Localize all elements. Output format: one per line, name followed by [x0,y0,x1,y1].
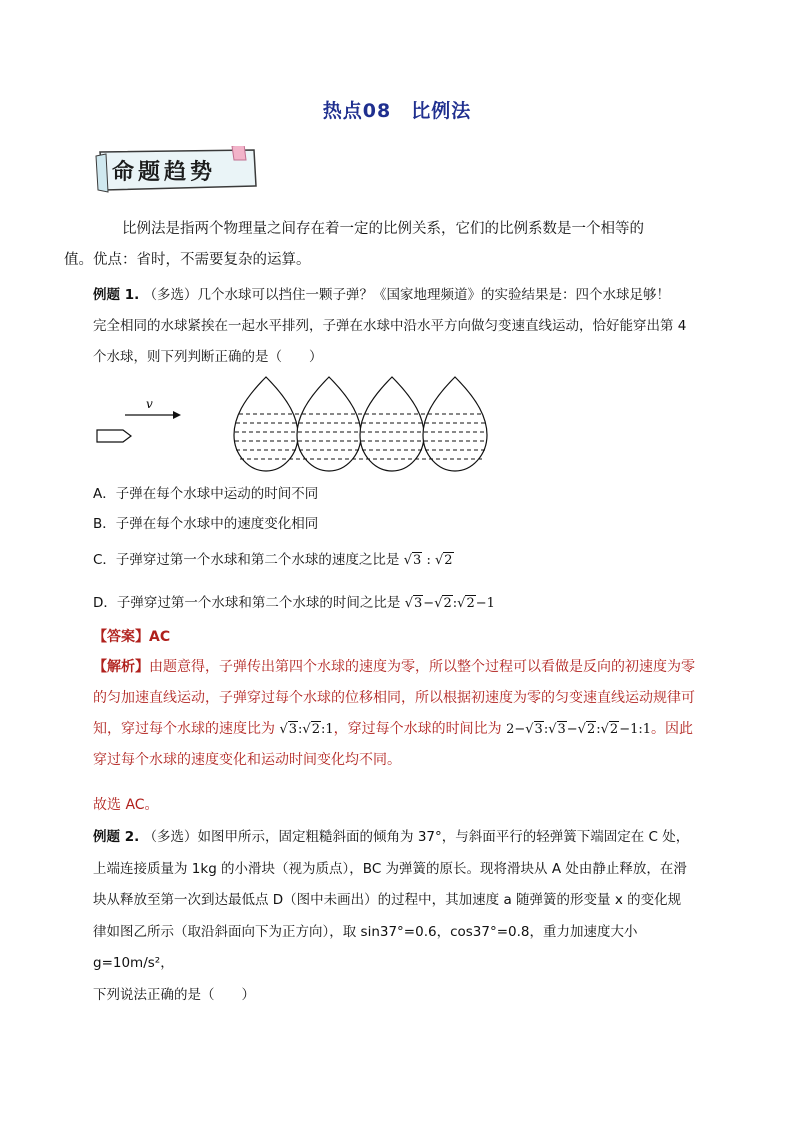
analysis-paragraph [93,652,703,776]
option-d-math: √3−√2:√2−1 [404,596,495,611]
velocity-arrow-head [173,411,181,419]
velocity-label: v [146,397,153,411]
water-ball-1 [234,377,298,471]
intro-line-2: 值。优点：省时，不需要复杂的运算。 [64,252,311,268]
clip-icon [232,146,246,160]
example1-line-3: 个水球，则下列判断正确的是（ ） [93,349,323,365]
option-b: B．子弹在每个水球中的速度变化相同 [93,516,319,532]
example2-line-5: 下列说法正确的是（ ） [93,986,255,1003]
example2-line-2: 上端连接质量为 1kg 的小滑块（视为质点），BC 为弹簧的原长。现将滑块从 A 处由静止释放，在滑 [93,860,687,877]
bullet-icon [97,430,131,442]
section-banner [94,146,260,194]
example2-stem [93,822,703,1011]
analysis-speed-ratio: √3:√2:1 [279,722,334,737]
example1-line-2: 完全相同的水球紧挨在一起水平排列，子弹在水球中沿水平方向做匀变速直线运动，恰好能穿出第 4 [93,318,687,334]
page-title: 热点08 比例法 [322,100,472,122]
example1-line-1: （多选）几个水球可以挡住一颗子弹？《国家地理频道》的实验结果是：四个水球足够！ [143,287,671,303]
conclusion: 故选 AC。 [93,797,159,813]
option-d [93,591,495,611]
answer-value: AC [149,629,171,645]
example2-line-1: （多选）如图甲所示，固定粗糙斜面的倾角为 37°，与斜面平行的轻弹簧下端固定在 C 处， [143,829,690,845]
intro-line-1: 比例法是指两个物理量之间存在着一定的比例关系，它们的比例系数是一个相等的 [122,221,644,237]
analysis-label: 【解析】 [93,659,149,675]
example2-line-3: 块从释放至第一次到达最低点 D（图中未画出）的过程中，其加速度 a 随弹簧的形变量 x 的变化规 [93,892,682,908]
option-a: A．子弹在每个水球中运动的时间不同 [93,486,319,502]
answer-line [93,626,170,646]
example1-stem [93,280,703,373]
analysis-time-ratio: 2−√3:√3−√2:√2−1:1 [506,722,652,737]
analysis-line-4: 穿过每个水球的速度变化和运动时间变化均不同。 [93,752,401,768]
analysis-line-2: 的匀加速直线运动，子弹穿过每个水球的位移相同，所以根据初速度为零的匀变速直线运动规律可 [93,690,695,706]
option-c-math: √3 : √2 [403,553,453,568]
analysis-line-3a: 知，穿过每个水球的速度比为 [93,721,275,737]
option-d-text: D．子弹穿过第一个水球和第二个水球的时间之比是 [93,595,401,611]
example2-line-4: 律如图乙所示（取沿斜面向下为正方向），取 sin37°=0.6，cos37°=0.8，重力加速度大小 g=10m/s²， [93,923,638,971]
water-ball-3 [360,377,424,471]
option-c [93,548,454,568]
option-c-text: C．子弹穿过第一个水球和第二个水球的速度之比是 [93,552,400,568]
example1-label: 例题 1. [93,287,140,303]
analysis-line-1: 由题意得，子弹传出第四个水球的速度为零，所以整个过程可以看做是反向的初速度为零 [149,659,695,675]
answer-label: 【答案】 [93,629,149,645]
water-ball-4 [423,377,487,471]
water-balls-figure [93,370,513,480]
analysis-line-3c: 。因此 [651,721,694,737]
intro-paragraph [64,214,703,276]
example2-label: 例题 2. [93,829,140,845]
analysis-line-3b: ，穿过每个水球的时间比为 [333,721,502,737]
banner-text: 命题趋势 [112,159,217,185]
water-ball-2 [297,377,361,471]
